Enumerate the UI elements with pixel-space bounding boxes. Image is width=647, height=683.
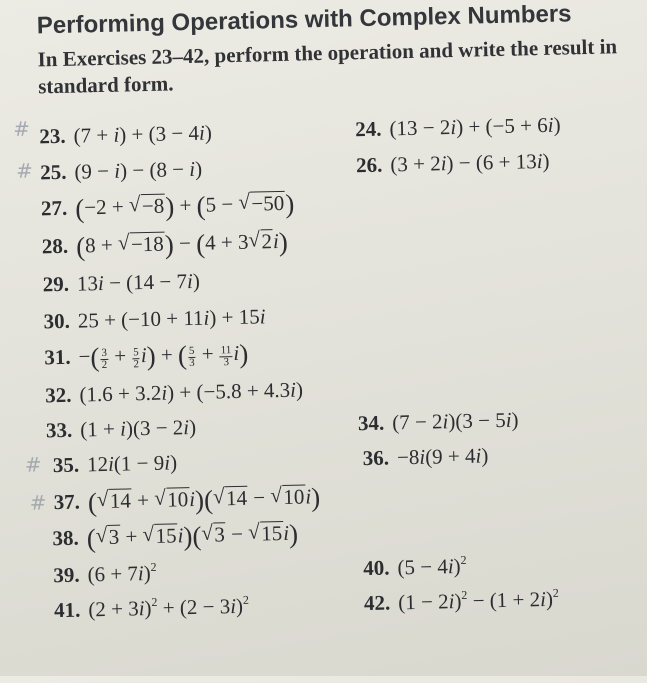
expr-part: ) xyxy=(144,595,152,621)
expr-part: (1 − 2 xyxy=(397,589,449,615)
expr-part: ) xyxy=(454,588,462,614)
exercise-24: 24. (13 − 2i) + (−5 + 6i) xyxy=(354,112,561,142)
expr-part: ) xyxy=(235,593,244,619)
exercise-27: 27. (−2 + √ −8) + (5 − √ −50) xyxy=(41,189,295,223)
exercise-31: 31. −( $\frac{3}{2}$ + $\frac{5}{2}$ i) + ( $\frac{5}{3}$ + $\frac{11}{3}$ i) xyxy=(44,338,249,373)
pencil-mark: # xyxy=(15,158,34,183)
expr-part: i xyxy=(448,589,455,614)
expr-part: i xyxy=(229,594,237,619)
expr-part: ) xyxy=(545,586,554,612)
exercise-35: 35. 12i(1 − 9i) xyxy=(52,450,178,478)
expr-part: 2 xyxy=(242,592,250,607)
exercise-30: 30. 25 + (−10 + 11i) + 15i xyxy=(43,304,266,334)
exercise-23: 23. (7 + i) + (3 − 4i) xyxy=(39,120,213,149)
exercise-26: 26. (3 + 2i) − (6 + 13i) xyxy=(355,148,550,178)
expr-part: 2 xyxy=(151,594,158,609)
exercise-40: 40. $(5 - 4i)^2$ xyxy=(362,552,467,581)
exercise-row xyxy=(0,330,647,375)
exercise-row xyxy=(4,511,647,556)
exercise-32: 32. (1.6 + 3.2i) + (−5.8 + 4.3i) xyxy=(44,377,304,408)
exercise-37: 37. (√ 14 + √ 10i)(√ 14 − √ 10i) xyxy=(53,482,320,516)
section-heading: Performing Operations with Complex Numbers xyxy=(36,0,572,40)
exercise-33: 33. (1 + i)(3 − 2i) xyxy=(45,414,197,443)
expr-part: 2 xyxy=(461,587,468,602)
pencil-mark: # xyxy=(12,116,31,141)
expr-part: (2 + 3 xyxy=(88,596,139,622)
exercise-34: 34. (7 − 2i)(3 − 5i) xyxy=(357,407,519,436)
exercise-28: 28. (8 + √ −18) − (4 + 3√ 2i) xyxy=(42,227,289,261)
pencil-mark: # xyxy=(29,490,47,515)
exercise-39: 39. $(6 + 7i)^2$ xyxy=(53,559,157,588)
exercise-25: 25. (9 − i) − (8 − i) xyxy=(39,156,203,185)
expr-part: − (1 + 2 xyxy=(467,587,541,613)
expr-part: i xyxy=(539,587,547,612)
expr-part: 2 xyxy=(552,585,559,600)
expr-part: + (2 − 3 xyxy=(157,594,231,620)
exercise-42: 42. $(1 - 2i)^2 - (1 + 2i)^2$ xyxy=(363,585,559,616)
exercise-38: 38. (√ 3 + √ 15i)(√ 3 − √ 15i) xyxy=(52,519,298,553)
exercise-36: 36. −8i(9 + 4i) xyxy=(362,443,489,471)
exercise-row xyxy=(0,219,645,264)
instructions: In Exercises 23–42, perform the operation and write the result in standard form. xyxy=(37,34,618,99)
exercise-29: 29. 13i − (14 − 7i) xyxy=(42,268,201,297)
exercise-row xyxy=(0,257,646,302)
exercise-41: 41. $(2 + 3i)^2 + (2 - 3i)^2$ xyxy=(53,592,250,623)
expr-part: i xyxy=(138,596,145,621)
pencil-mark: # xyxy=(24,452,42,477)
exercise-row xyxy=(0,181,644,226)
